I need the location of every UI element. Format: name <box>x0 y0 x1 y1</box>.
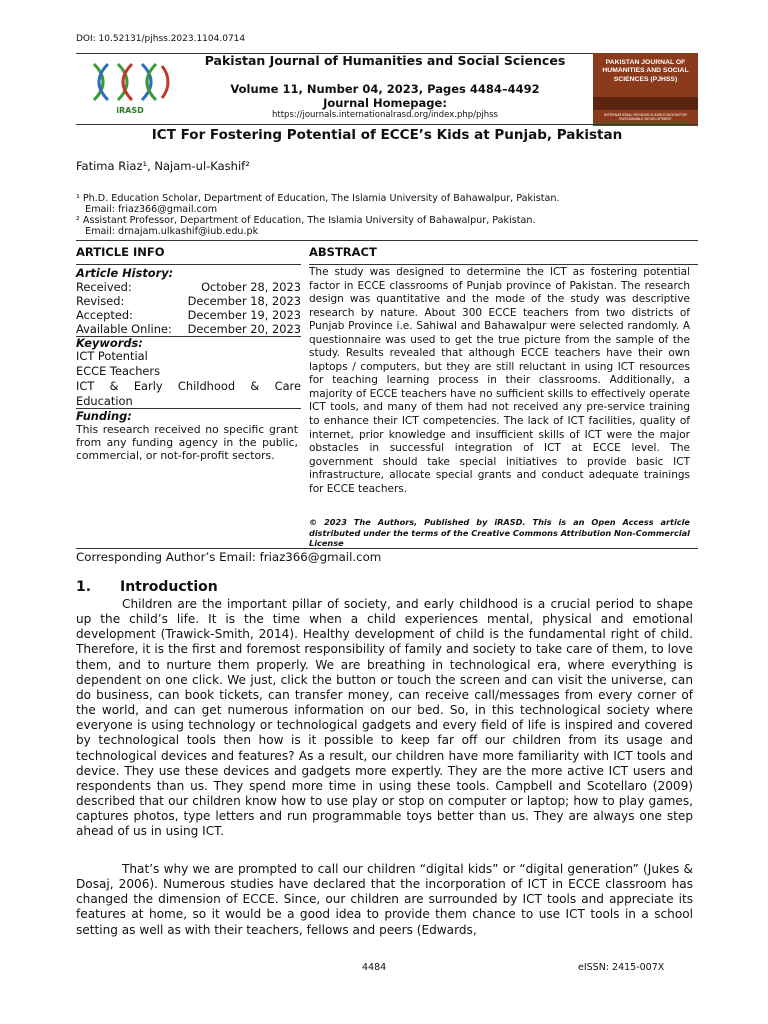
section-number: 1. <box>76 579 92 595</box>
info-bottom-rule <box>76 548 698 549</box>
keywords-label: Keywords: <box>76 336 143 350</box>
cover-title: PAKISTAN JOURNAL OF HUMANITIES AND SOCIAL SCIENCES (PJHSS) <box>602 59 689 83</box>
history-online <box>76 322 301 336</box>
keyword-item: ICT & Early Childhood & Care Education <box>76 379 301 408</box>
intro-paragraph-2: That’s why we are prompted to call our children “digital kids” or “digital generation” (Jukes & Dosaj, 2006). Numerous studies have declared that the incorporation of ICT in ECCE classroom has changed the dimension of ECCE. Since, our children are surrounded by ICT tools and appreciate its features at home, so it would be a good idea to provide them chance to use ICT tools in a school setting as well as with their teachers, fellows and peers (Edwards, <box>76 862 693 937</box>
page-number: 4484 <box>362 962 387 973</box>
logo-text: iRASD <box>116 106 144 115</box>
affiliation-1-email: Email: friaz366@gmail.com <box>76 204 218 215</box>
intro-paragraph-1: Children are the important pillar of society, and early childhood is a crucial period to shape up the child’s life. It is the time when a child experiences mental, physical and emotional development (Trawick-Smith, 2014). Healthy development of child is the fundamental right of child. Therefore, it is the first and foremost responsibility of family and society to take care of them, to love them, and to nurture them properly. We are breathing in technological era, where everything is dependent on one click. We just, click the button or touch the screen and can visit the universe, can do business, can book tickets, can transfer money, can receive call/messages from every corner of the world, and can get numerous information on our bed. So, in this technological society where everyone is using technology or technological gadgets and every field of life is inspired and covered by technological tools then how is it possible to keep far off our children from its usage and technological devices and features? As a result, our children have more familiarity with ICT tools and device. They use these devices and gadgets more expertly. They are the more active ICT users and respondents than us. They spend more time in using these tools. Campbell and Scotellaro (2009) described that our children know how to use play or stop on computer or laptop; how to play games, captures photos, type letters and run programmable toys better than us. They are always one step ahead of us in using ICT. <box>76 597 693 839</box>
history-label: Article History: <box>76 266 174 280</box>
cover-band <box>593 97 698 110</box>
info-top-rule <box>76 240 698 241</box>
history-online-date: December 20, 2023 <box>187 322 301 336</box>
irasd-logo <box>86 58 174 120</box>
history-accepted-label: Accepted: <box>76 308 133 322</box>
abstract-heading: ABSTRACT <box>309 245 377 259</box>
history-revised-date: December 18, 2023 <box>187 294 301 308</box>
history-received-date: October 28, 2023 <box>201 280 301 294</box>
abstract-rule <box>309 264 698 265</box>
volume-info: Volume 11, Number 04, 2023, Pages 4484–4492 <box>230 82 540 96</box>
paper-title: ICT For Fostering Potential of ECCE’s Kids at Punjab, Pakistan <box>151 127 623 143</box>
article-info-heading: ARTICLE INFO <box>76 245 165 259</box>
history-accepted <box>76 308 301 322</box>
history-received-label: Received: <box>76 280 132 294</box>
homepage-label: Journal Homepage: <box>323 96 447 110</box>
abstract-text: The study was designed to determine the ICT as fostering potential factor in ECCE classrooms of Punjab province of Pakistan. The research design was quantitative and the mode of the study was descriptive research by nature. About 300 ECCE teachers from two districts of Punjab Province i.e. Sahiwal and Bahawalpur were selected randomly. A questionnaire was used to get the true picture from the sample of the study. Results revealed that although ECCE teachers have their own laptops / computers, but they are still reluctant in using ICT resources for teaching learning process in their classrooms. Additionally, a majority of ECCE teachers have no sufficient skills to effectively operate ICT tools, and many of them had not received any pre-service training to enhance their ICT competencies. The lack of ICT facilities, quality of internet, prior knowledge and insufficient skills of ICT were the major obstacles in successful integration of ICT at ECCE level. The government should take special initiatives to provide basic ICT infrastructure, allocate special grants and conduct adequate trainings for ECCE teachers. <box>309 266 690 495</box>
funding-label: Funding: <box>76 409 132 423</box>
funding-text: This research received no specific grant from any funding agency in the public, commercial, or not-for-profit sectors. <box>76 423 298 462</box>
journal-cover-image <box>593 53 698 126</box>
affiliation-2: ² Assistant Professor, Department of Education, The Islamia University of Bahawalpur, Pakistan. <box>76 215 536 226</box>
history-received <box>76 280 301 294</box>
section-title: Introduction <box>120 579 218 595</box>
homepage-link[interactable]: https://journals.internationalrasd.org/index.php/pjhss <box>272 110 498 120</box>
affiliation-2-email: Email: drnajam.ulkashif@iub.edu.pk <box>76 226 259 237</box>
keyword-item: ICT Potential <box>76 349 148 363</box>
history-revised-label: Revised: <box>76 294 125 308</box>
history-online-label: Available Online: <box>76 322 172 336</box>
corresponding-email: Corresponding Author’s Email: friaz366@gmail.com <box>76 550 382 564</box>
doi-text: DOI: 10.52131/pjhss.2023.1104.0714 <box>76 34 246 44</box>
history-accepted-date: December 19, 2023 <box>187 308 301 322</box>
dna-logo-icon <box>86 58 174 106</box>
issn: eISSN: 2415-007X <box>578 962 665 973</box>
cover-footer: INTERNATIONAL RESEARCH ASSOCIATION FOR SUSTAINABLE DEVELOPMENT <box>604 113 687 121</box>
journal-name: Pakistan Journal of Humanities and Social Sciences <box>204 53 566 68</box>
history-revised <box>76 294 301 308</box>
keyword-item: ECCE Teachers <box>76 364 161 378</box>
article-info-rule <box>76 264 301 265</box>
affiliation-1: ¹ Ph.D. Education Scholar, Department of Education, The Islamia University of Bahawalpur, Pakistan. <box>76 193 560 204</box>
section-heading-introduction <box>76 579 218 595</box>
header-bottom-rule <box>76 124 698 125</box>
copyright-notice: © 2023 The Authors, Published by iRASD. This is an Open Access article distributed under the terms of the Creative Commons Attribution Non-Commercial License <box>309 517 690 548</box>
paper-authors: Fatima Riaz¹, Najam-ul-Kashif² <box>76 159 250 173</box>
